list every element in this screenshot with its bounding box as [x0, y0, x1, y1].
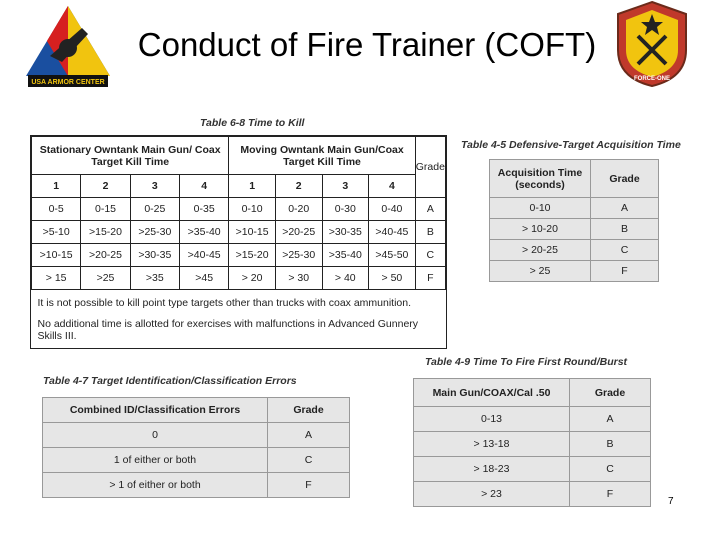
table-row: [490, 240, 659, 261]
grade-cell: B: [570, 432, 651, 457]
right-logo-text: FORCE-ONE: [634, 76, 670, 82]
grade-cell: C: [415, 244, 445, 267]
grade-cell: B: [591, 219, 659, 240]
cell: 0-35: [179, 198, 228, 221]
cell: 0-15: [81, 198, 130, 221]
header-acquisition-time: Acquisition Time (seconds): [490, 160, 591, 198]
table-4-7-caption: Table 4-7 Target Identification/Classification Errors: [43, 375, 297, 387]
cell: >35: [130, 267, 179, 290]
table-row: [414, 432, 651, 457]
cell: 0-13: [414, 407, 570, 432]
table-row: [414, 482, 651, 507]
cell: > 20: [229, 267, 276, 290]
header-grade: Grade: [591, 160, 659, 198]
cell: >35-40: [322, 244, 369, 267]
force-one-shield-logo: [612, 0, 692, 88]
cell: >20-25: [275, 221, 322, 244]
slide-number: 7: [668, 496, 674, 507]
cell: >25-30: [275, 244, 322, 267]
table-6-8-caption: Table 6-8 Time to Kill: [200, 117, 305, 129]
armor-center-logo: [22, 4, 114, 90]
cell: > 20-25: [490, 240, 591, 261]
grade-cell: A: [268, 423, 350, 448]
table-row: [32, 267, 446, 290]
cell: 0-20: [275, 198, 322, 221]
cell: > 13-18: [414, 432, 570, 457]
header-stationary: Stationary Owntank Main Gun/ Coax Target Kill Time: [32, 137, 229, 175]
grade-cell: B: [415, 221, 445, 244]
cell: > 25: [490, 261, 591, 282]
cell: >10-15: [229, 221, 276, 244]
grade-cell: A: [415, 198, 445, 221]
cell: > 40: [322, 267, 369, 290]
sub-header: 2: [275, 175, 322, 198]
table-6-8-note-2: No additional time is allotted for exercises with malfunctions in Advanced Gunnery Skills III.: [37, 318, 419, 342]
grade-cell: F: [591, 261, 659, 282]
table-row: [490, 219, 659, 240]
cell: >35-40: [179, 221, 228, 244]
table-row: [414, 457, 651, 482]
cell: 1 of either or both: [43, 448, 268, 473]
grade-cell: A: [570, 407, 651, 432]
grade-cell: F: [570, 482, 651, 507]
sub-header: 4: [179, 175, 228, 198]
cell: >25: [81, 267, 130, 290]
header-grade: Grade: [268, 398, 350, 423]
cell: >40-45: [179, 244, 228, 267]
grade-cell: C: [591, 240, 659, 261]
table-4-9-caption: Table 4-9 Time To Fire First Round/Burst: [425, 356, 628, 368]
cell: >15-20: [229, 244, 276, 267]
table-row: [490, 198, 659, 219]
table-row: [32, 221, 446, 244]
cell: > 50: [369, 267, 416, 290]
cell: > 1 of either or both: [43, 473, 268, 498]
table-row: [414, 407, 651, 432]
cell: > 30: [275, 267, 322, 290]
cell: 0-30: [322, 198, 369, 221]
header-errors: Combined ID/Classification Errors: [43, 398, 268, 423]
sub-header: 1: [32, 175, 81, 198]
grade-cell: A: [591, 198, 659, 219]
cell: >10-15: [32, 244, 81, 267]
cell: 0-25: [130, 198, 179, 221]
table-row: [490, 261, 659, 282]
cell: 0-10: [229, 198, 276, 221]
grade-cell: C: [570, 457, 651, 482]
cell: >30-35: [130, 244, 179, 267]
cell: >30-35: [322, 221, 369, 244]
grade-cell: C: [268, 448, 350, 473]
header-grade: Grade: [570, 379, 651, 407]
cell: >20-25: [81, 244, 130, 267]
cell: 0-5: [32, 198, 81, 221]
cell: >5-10: [32, 221, 81, 244]
table-6-8: [31, 136, 446, 344]
cell: 0-10: [490, 198, 591, 219]
cell: > 18-23: [414, 457, 570, 482]
header-moving: Moving Owntank Main Gun/Coax Target Kill Time: [229, 137, 415, 175]
page-title: Conduct of Fire Trainer (COFT): [137, 26, 597, 63]
table-row: [43, 423, 350, 448]
grade-cell: F: [268, 473, 350, 498]
cell: 0-40: [369, 198, 416, 221]
table-4-9: [413, 378, 651, 507]
grade-cell: F: [415, 267, 445, 290]
cell: >40-45: [369, 221, 416, 244]
table-row: [43, 473, 350, 498]
sub-header: 3: [322, 175, 369, 198]
cell: >15-20: [81, 221, 130, 244]
sub-header: 3: [130, 175, 179, 198]
table-6-8-note-1: It is not possible to kill point type targets other than trucks with coax ammunition.: [37, 297, 412, 309]
table-row: [32, 244, 446, 267]
sub-header: 2: [81, 175, 130, 198]
table-row: [32, 198, 446, 221]
header-grade: Grade: [415, 137, 445, 198]
table-4-7: [42, 397, 350, 498]
table-4-5-caption: Table 4-5 Defensive-Target Acquisition Time: [461, 139, 681, 151]
cell: >45-50: [369, 244, 416, 267]
left-logo-text: USA ARMOR CENTER: [31, 79, 105, 86]
table-4-5: [489, 159, 659, 282]
cell: 0: [43, 423, 268, 448]
table-row: [43, 448, 350, 473]
sub-header: 4: [369, 175, 416, 198]
sub-header: 1: [229, 175, 276, 198]
cell: > 15: [32, 267, 81, 290]
cell: >25-30: [130, 221, 179, 244]
cell: > 10-20: [490, 219, 591, 240]
cell: > 23: [414, 482, 570, 507]
cell: >45: [179, 267, 228, 290]
header-weapon: Main Gun/COAX/Cal .50: [414, 379, 570, 407]
